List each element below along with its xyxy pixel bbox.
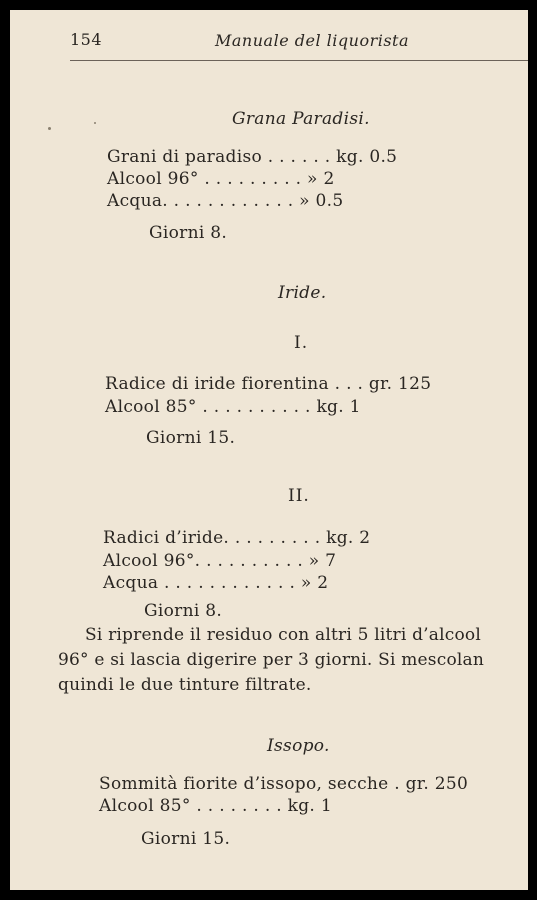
header-rule xyxy=(70,60,528,61)
note-line: 96° e si lascia digerire per 3 giorni. Si mescolan xyxy=(58,650,485,670)
page-number: 154 xyxy=(70,30,103,49)
running-title: Manuale del liquorista xyxy=(215,31,410,50)
ingredient-line: Grani di paradiso . . . . . . kg. 0.5 xyxy=(107,147,398,167)
ingredient-line: Alcool 96°. . . . . . . . . . » 7 xyxy=(103,551,337,571)
section-title-iride: Iride. xyxy=(278,283,327,303)
section-title-issopo: Issopo. xyxy=(267,736,330,756)
section-title-grana-paradisi: Grana Paradisi. xyxy=(232,109,370,129)
ingredient-line: Alcool 85° . . . . . . . . kg. 1 xyxy=(99,796,332,816)
ingredient-line: Acqua. . . . . . . . . . . . » 0.5 xyxy=(107,191,344,211)
recipe-numeral: II. xyxy=(288,486,310,506)
ingredient-line: Acqua . . . . . . . . . . . . » 2 xyxy=(103,573,329,593)
recipe-numeral: I. xyxy=(294,333,309,353)
note-line: Si riprende il residuo con altri 5 litri d’alcool xyxy=(85,625,481,645)
ingredient-line: Radici d’iride. . . . . . . . . kg. 2 xyxy=(103,528,371,548)
page-header xyxy=(10,10,528,70)
paper-speck xyxy=(48,127,51,130)
ingredient-line: Sommità fiorite d’issopo, secche . gr. 250 xyxy=(99,774,469,794)
paper-speck xyxy=(94,122,96,124)
steeping-days: Giorni 8. xyxy=(144,601,223,621)
steeping-days: Giorni 15. xyxy=(146,428,236,448)
ingredient-line: Radice di iride fiorentina . . . gr. 125 xyxy=(105,374,432,394)
book-page xyxy=(10,10,528,890)
ingredient-line: Alcool 96° . . . . . . . . . » 2 xyxy=(107,169,335,189)
steeping-days: Giorni 15. xyxy=(141,829,231,849)
steeping-days: Giorni 8. xyxy=(149,223,228,243)
note-line: quindi le due tinture filtrate. xyxy=(58,675,312,695)
ingredient-line: Alcool 85° . . . . . . . . . . kg. 1 xyxy=(105,397,361,417)
